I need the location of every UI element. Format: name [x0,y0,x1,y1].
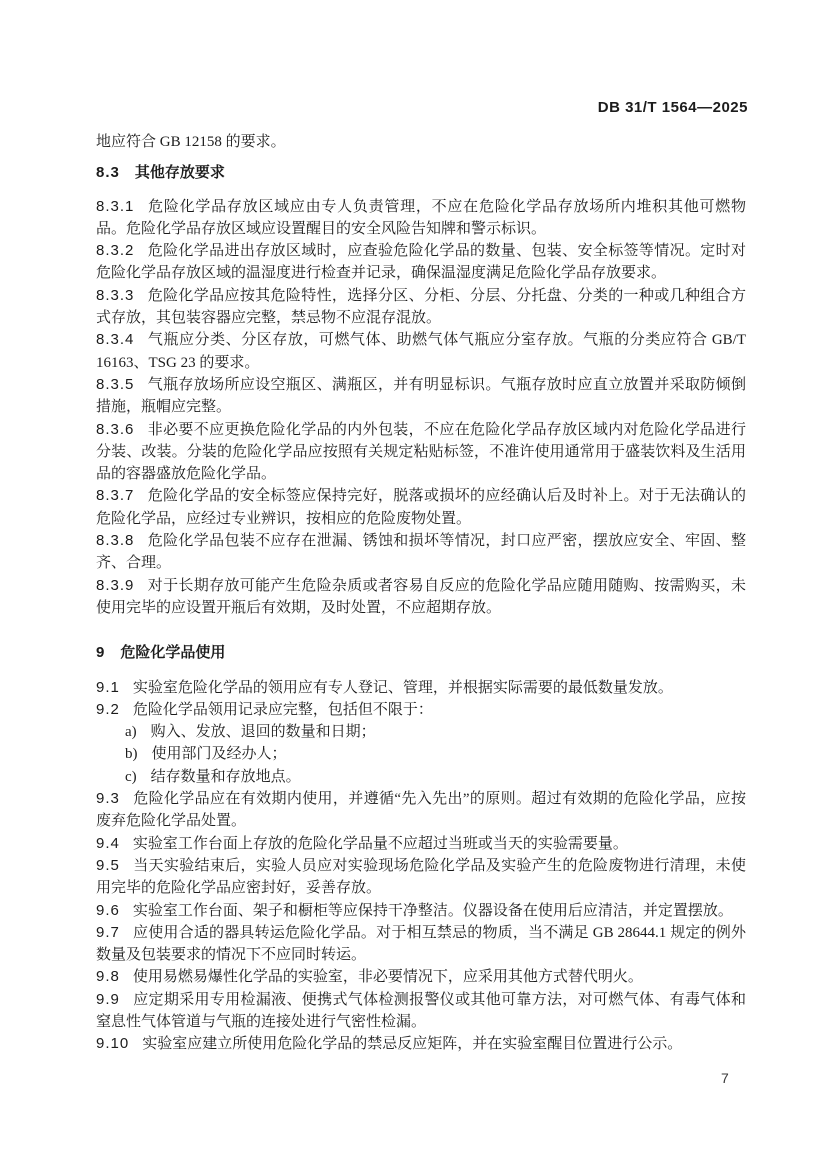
clause-number: 8.3.4 [96,331,135,349]
clause-8-3-1: 8.3.1 危险化学品存放区域应由专人负责管理，不应在危险化学品存放场所内堆积其他可燃物品。危险化学品存放区域应设置醒目的安全风险告知牌和警示标识。 [96,197,746,237]
section-title: 其他存放要求 [134,164,225,182]
section-number: 8.3 [96,164,120,182]
section-number: 9 [96,644,106,662]
list-item-c: c) 结存数量和存放地点。 [125,768,301,785]
clause-number: 9.5 [96,856,120,874]
clause-9-6: 9.6 实验室工作台面、架子和橱柜等应保持干净整洁。仪器设备在使用后应清洁，并定置摆放。 [96,901,733,919]
clause-9-1: 9.1 实验室危险化学品的领用应有专人登记、管理，并根据实际需要的最低数量发放。 [96,678,673,696]
page-number: 7 [721,1070,729,1086]
clause-number: 8.3.2 [96,242,135,260]
clause-number: 8.3.8 [96,532,135,550]
section-heading-8-3 [96,162,746,184]
clause-number: 9.1 [96,678,120,696]
clause-number: 9.7 [96,923,120,941]
clause-number: 9.4 [96,834,120,852]
clause-number: 8.3.9 [96,576,135,594]
paragraph-continuation: 地应符合 GB 12158 的要求。 [96,134,286,150]
list-item-label: c) [125,768,137,785]
clause-9-7: 9.7 应使用合适的器具转运危险化学品。对于相互禁忌的物质，当不满足 GB 28644.1 规定的例外数量及包装要求的情况下不应同时转运。 [96,923,746,964]
clause-number: 8.3.7 [96,487,135,505]
list-item-b: b) 使用部门及经办人； [125,746,287,763]
clause-8-3-9: 8.3.9 对于长期存放可能产生危险杂质或者容易自反应的危险化学品应随用随购、按需购买，未使用完毕的应设置开瓶后有效期，及时处置，不应超期存放。 [96,576,746,616]
list-item-label: a) [125,724,137,741]
clause-number: 8.3.5 [96,375,135,393]
clause-9-3: 9.3 危险化学品应在有效期内使用，并遵循“先入先出”的原则。超过有效期的危险化学品，应按废弃危险化学品处置。 [96,790,746,830]
clause-number: 9.2 [96,700,120,718]
section-title: 危险化学品使用 [120,644,226,662]
clause-8-3-4: 8.3.4 气瓶应分类、分区存放，可燃气体、助燃气体气瓶应分室存放。气瓶的分类应符合 GB/T 16163、TSG 23 的要求。 [96,331,746,371]
clause-8-3-3: 8.3.3 危险化学品应按其危险特性，选择分区、分柜、分层、分托盘、分类的一种或几种组合方式存放，其包装容器应完整，禁忌物不应混存混放。 [96,286,746,327]
clause-9-9: 9.9 应定期采用专用检漏液、便携式气体检测报警仪或其他可靠方法，对可燃气体、有毒气体和窒息性气体管道与气瓶的连接处进行气密性检漏。 [96,990,746,1030]
clause-number: 9.10 [96,1035,130,1053]
clause-number: 8.3.1 [96,197,135,215]
section-heading-9 [96,642,746,664]
document-code-header: DB 31/T 1564—2025 [597,99,748,116]
clause-8-3-2: 8.3.2 危险化学品进出存放区域时，应查验危险化学品的数量、包装、安全标签等情况。定时对危险化学品存放区域的温湿度进行检查并记录，确保温湿度满足危险化学品存放要求。 [96,242,746,282]
list-item-label: b) [125,746,138,763]
clause-number: 9.8 [96,968,120,986]
clause-8-3-6: 8.3.6 非必要不应更换危险化学品的内外包装，不应在危险化学品存放区域内对危险化学品进行分装、改装。分装的危险化学品应按照有关规定粘贴标签，不准许使用通常用于盛装饮料及生活用品的容器盛放危险化学品。 [96,420,746,483]
clause-8-3-8: 8.3.8 危险化学品包装不应存在泄漏、锈蚀和损坏等情况，封口应严密，摆放应安全、牢固、整齐、合理。 [96,532,746,572]
clause-9-2: 9.2 危险化学品领用记录应完整，包括但不限于： [96,700,433,718]
clause-8-3-7: 8.3.7 危险化学品的安全标签应保持完好，脱落或损坏的应经确认后及时补上。对于无法确认的危险化学品，应经过专业辨识，按相应的危险废物处置。 [96,487,746,527]
clause-8-3-5: 8.3.5 气瓶存放场所应设空瓶区、满瓶区，并有明显标识。气瓶存放时应直立放置并采取防倾倒措施，瓶帽应完整。 [96,375,746,416]
list-item-a: a) 购入、发放、退回的数量和日期； [125,724,376,741]
clause-9-5: 9.5 当天实验结束后，实验人员应对实验现场危险化学品及实验产生的危险废物进行清理，未使用完毕的危险化学品应密封好，妥善存放。 [96,856,746,897]
clause-number: 9.9 [96,990,120,1008]
clause-number: 9.6 [96,901,120,919]
clause-number: 8.3.6 [96,420,135,438]
clause-number: 8.3.3 [96,286,135,304]
clause-9-8: 9.8 使用易燃易爆性化学品的实验室，非必要情况下，应采用其他方式替代明火。 [96,968,643,986]
clause-number: 9.3 [96,790,120,808]
clause-9-10: 9.10 实验室应建立所使用危险化学品的禁忌反应矩阵，并在实验室醒目位置进行公示。 [96,1035,683,1053]
document-content [96,131,746,1056]
clause-9-4: 9.4 实验室工作台面上存放的危险化学品量不应超过当班或当天的实验需要量。 [96,834,628,852]
